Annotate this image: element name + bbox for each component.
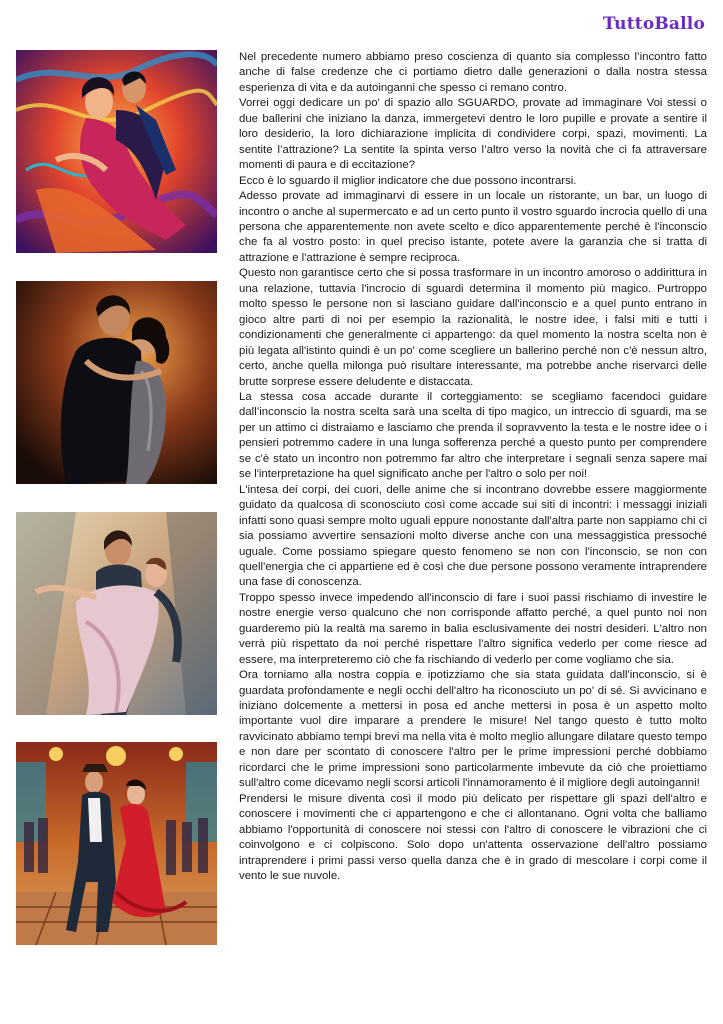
article-paragraph: Nel precedente numero abbiamo preso coscienza di quanto sia complesso l’incontro fatto anche di false credenze che ci portiamo dietro dalle generazioni o dalla nostra stessa esperienza di vita e da autoinganni che spesso ci remano contro.	[239, 51, 707, 94]
ballroom-tango-illustration	[16, 742, 217, 945]
article-paragraph: La stessa cosa accade durante il corteggiamento: se scegliamo facendoci guidare dall’inconscio la nostra scelta sarà una scelta di tipo magico, un intreccio di sguardi, ma se per un attimo ci distraiamo e lasciamo che prenda il sopravvento la testa e le nostre idee o i pensieri potremmo cadere in una lunga sofferenza perché a questo punto per comprendere se c'è stato un incontro non potremmo far altro che interpretare i segnali senza sapere mai se l'interpretazione ha quel significato anche per l'altro o solo per noi!	[239, 390, 707, 481]
article-paragraph: Ora torniamo alla nostra coppia e ipotizziamo che sia stata guidata dall'inconscio, si è guardata profondamente e negli occhi dell'altro ha riconosciuto un po' di sé. Si avvicinano e iniziano dolcemente a mettersi in posa ed anche mettersi in posa è un aspetto molto importante vuol dire imparare a prendere le misure! Nel tango questo è tutto molto ravvicinato abbiamo tempi brevi ma nella vita è molto meglio allungare dilatare questo tempo e non dare per scontato di conoscere l'altro per le prime impressioni perché dobbiamo ricordarci che le prime impressioni sono particolarmente imbevute da ciò che proiettiamo sull'altro come dicevamo negli scorsi articoli l'innamoramento è il migliore degli autoinganni!	[239, 669, 707, 790]
dancing-couple-dark-painting	[16, 281, 217, 484]
article-paragraph: Troppo spesso invece impedendo all'inconscio di fare i suoi passi rischiamo di investire le nostre energie verso qualcuno che non corrisponde affatto perché, a quel punto noi non guarderemo più la realtà ma saremo in balia esclusivamente dei nostri desideri. L'altro non verrà più rispettato da noi perché rispettare l'altro significa vederlo per come riesce ad essere, ma interpreteremo ciò che fa rischiando di vederlo per come vogliamo che sia.	[239, 591, 707, 666]
article-paragraph: L'intesa dei corpi, dei cuori, delle anime che si incontrano dovrebbe essere maggiormente guidato da qualcosa di sconosciuto così come accade sui siti di incontri: i messaggi iniziali infatti sono quasi sempre molto uguali eppure nonostante dall'altra parte non sappiamo chi ci sia possiamo avvertire sensazioni molto diverse anche con una messaggistica pressoché uguale. Come possiamo spiegare questo fenomeno se non con l'inconscio, se non con quell'energia che ci appartiene ed è così che due persone possono veramente intraprendere una fase di conoscenza.	[239, 483, 707, 589]
article-paragraph: Questo non garantisce certo che si possa trasformare in un incontro amoroso o addirittura in una relazione, tuttavia l'incrocio di sguardi determina il momento più magico. Purtroppo molto spesso le persone non si lasciano guidare dall'inconscio e a quel punto entrano in gioco altre parti di noi per esempio la razionalità, le nostre idee, i falsi miti e tutti i condizionamenti che generalmente ci appartengo: da quel momento la nostra scelta non è più legata all'istinto quindi è un po' come scegliere un ballerino perché non c'è nessun altro, certo, anche quella milonga può risultare interessante, ma potrebbe anche riservarci delle brutte sorprese essere deludente e distaccata.	[239, 267, 707, 388]
article-paragraph: Vorrei oggi dedicare un po' di spazio allo SGUARDO, provate ad immaginare Voi stessi o due ballerini che iniziano la danza, immergetevi dentro le loro pupille e provate a sentire il loro desiderio, la loro dichiarazione implicita di condividere corpi, spazi, movimenti. La sentite l’attrazione? La sentite la spinta verso l’altro verso la novità che ci fa attraversare momenti di paura e di eccitazione?	[239, 97, 707, 172]
article-paragraph: Prendersi le misure diventa così il modo più delicato per rispettare gli spazi dell'altro e conoscere i movimenti che ci appartengono e che ci allontanano. Ogni volta che balliamo abbiamo l'opportunità di conoscere noi stessi con l'altro di conoscere le vibrazioni che ci coinvolgono e ci colpiscono. Solo dopo un'attenta osservazione dell'altro possiamo intraprendere i primi passi verso quella danza che è in grado di mescolare i corpi come il vento le sue nuvole.	[239, 792, 707, 883]
article-paragraph: Adesso provate ad immaginarvi di essere in un locale un ristorante, un bar, un luogo di incontro o anche al supermercato e ad un certo punto il vostro sguardo incrocia quello di una persona che apparentemente non avete scelto e dico apparentemente perché è l'inconscio che fa al vostro posto: in quel preciso istante, potete avere la garanzia che si tratta di attrazione e l'attrazione è sempre reciproca.	[239, 190, 707, 264]
brand-logo: TuttoBallo	[602, 14, 705, 34]
article-body	[239, 50, 707, 884]
dancing-couple-impressionist-painting	[16, 512, 217, 715]
tango-couple-colorful-painting	[16, 50, 217, 253]
article-paragraph: Ecco è lo sguardo il miglior indicatore che due possono incontrarsi.	[239, 174, 577, 187]
